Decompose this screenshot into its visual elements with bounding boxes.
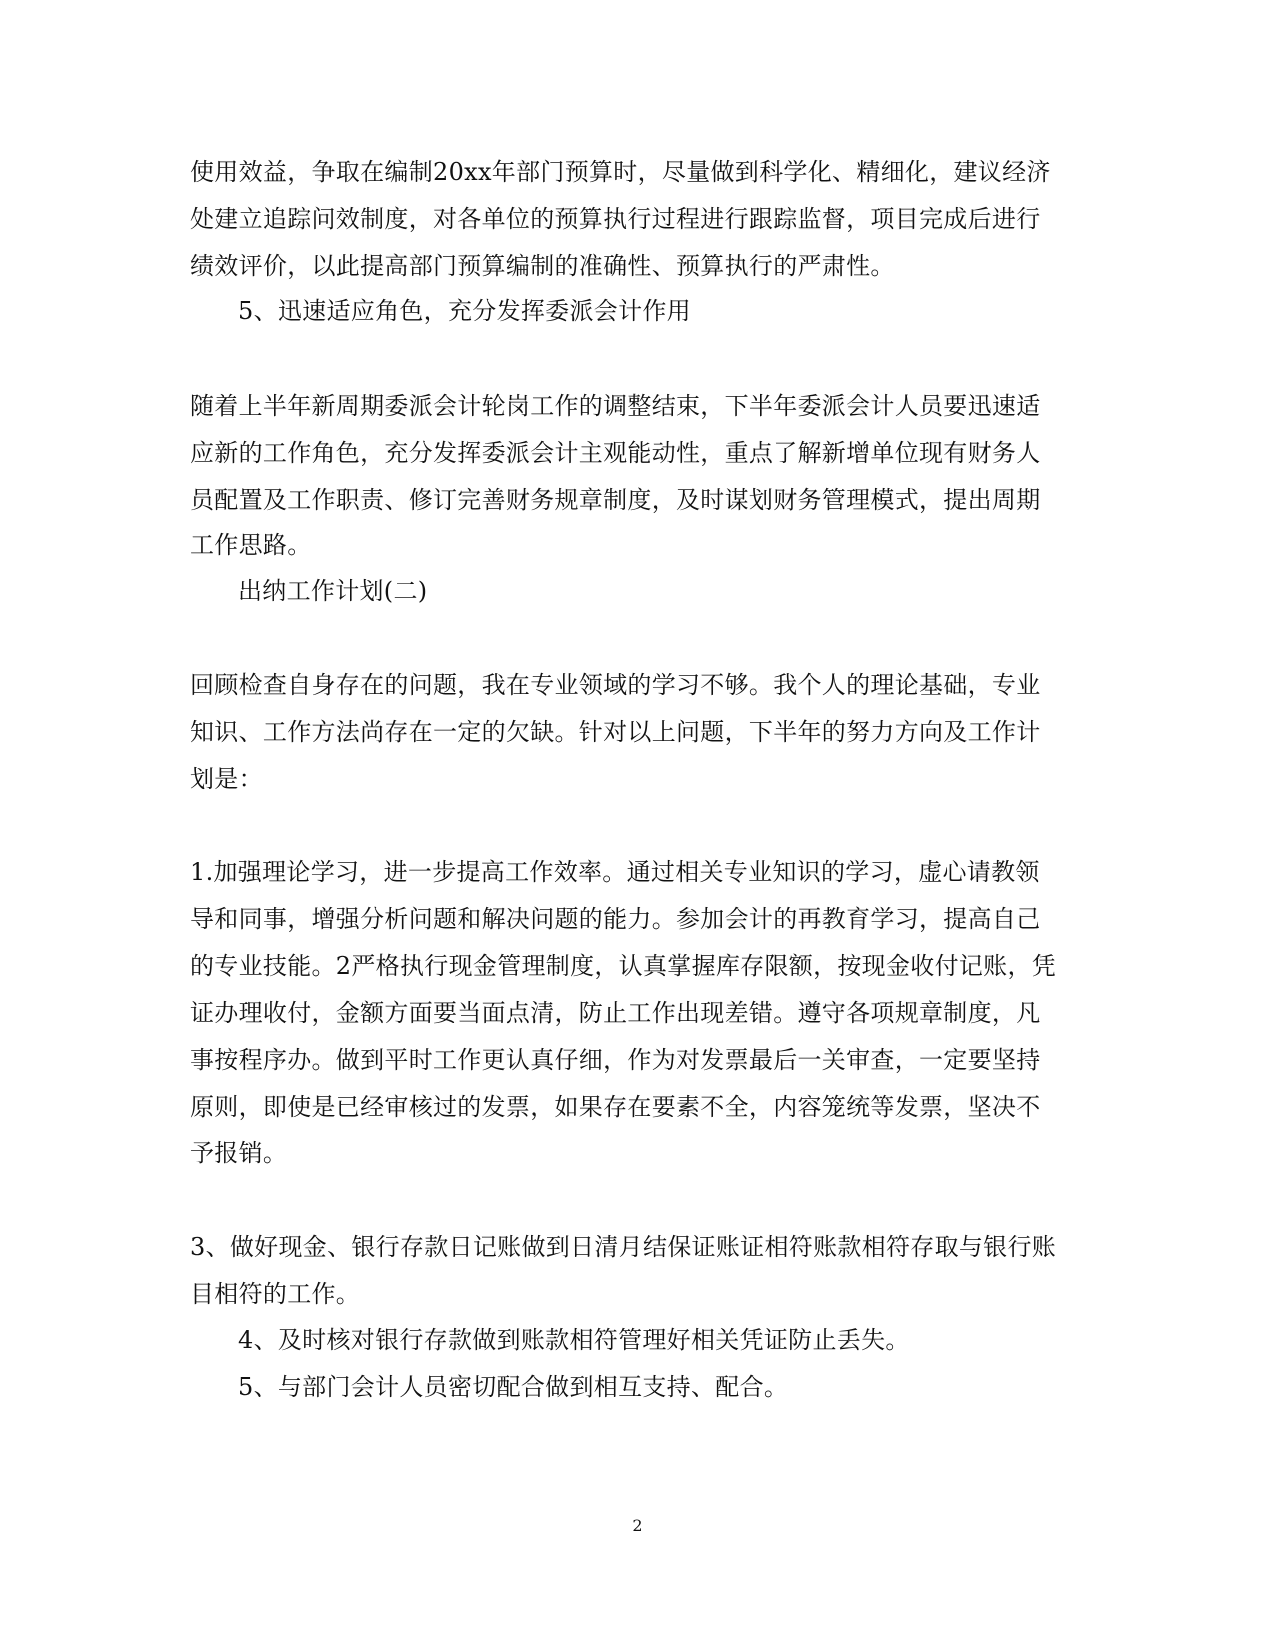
section-title: 出纳工作计划(二) — [238, 577, 428, 605]
body-text-line: 3、做好现金、银行存款日记账做到日清月结保证账证相符账款相符存取与银行账 — [190, 1233, 1057, 1261]
body-text-line: 使用效益，争取在编制20xx年部门预算时，尽量做到科学化、精细化，建议经济 — [190, 158, 1051, 186]
body-text-line: 处建立追踪问效制度，对各单位的预算执行过程进行跟踪监督，项目完成后进行 — [190, 205, 1041, 233]
body-text-line: 导和同事，增强分析问题和解决问题的能力。参加会计的再教育学习，提高自己 — [190, 905, 1041, 933]
body-text-line: 予报销。 — [190, 1139, 288, 1167]
body-text-line: 划是： — [190, 765, 263, 793]
body-text-line: 绩效评价，以此提高部门预算编制的准确性、预算执行的严肃性。 — [190, 252, 895, 280]
body-text-line: 应新的工作角色，充分发挥委派会计主观能动性，重点了解新增单位现有财务人 — [190, 439, 1041, 467]
section-heading: 5、迅速适应角色，充分发挥委派会计作用 — [238, 297, 691, 325]
body-text-line: 工作思路。 — [190, 531, 312, 559]
body-text-line: 随着上半年新周期委派会计轮岗工作的调整结束，下半年委派会计人员要迅速适 — [190, 392, 1041, 420]
body-text-line: 的专业技能。2严格执行现金管理制度，认真掌握库存限额，按现金收付记账，凭 — [190, 952, 1057, 980]
body-text-line: 事按程序办。做到平时工作更认真仔细，作为对发票最后一关审查，一定要坚持 — [190, 1046, 1041, 1074]
body-text-line: 证办理收付，金额方面要当面点清，防止工作出现差错。遵守各项规章制度，凡 — [190, 999, 1041, 1027]
list-item: 5、与部门会计人员密切配合做到相互支持、配合。 — [238, 1373, 789, 1401]
body-text-line: 员配置及工作职责、修订完善财务规章制度，及时谋划财务管理模式，提出周期 — [190, 486, 1041, 514]
body-text-line: 1.加强理论学习，进一步提高工作效率。通过相关专业知识的学习，虚心请教领 — [190, 858, 1040, 886]
body-text-line: 原则，即使是已经审核过的发票，如果存在要素不全，内容笼统等发票，坚决不 — [190, 1093, 1041, 1121]
list-item: 4、及时核对银行存款做到账款相符管理好相关凭证防止丢失。 — [238, 1326, 910, 1354]
body-text-line: 知识、工作方法尚存在一定的欠缺。针对以上问题，下半年的努力方向及工作计 — [190, 718, 1041, 746]
page-number: 2 — [632, 1516, 643, 1535]
body-text-line: 回顾检查自身存在的问题，我在专业领域的学习不够。我个人的理论基础，专业 — [190, 671, 1041, 699]
body-text-line: 目相符的工作。 — [190, 1280, 361, 1308]
